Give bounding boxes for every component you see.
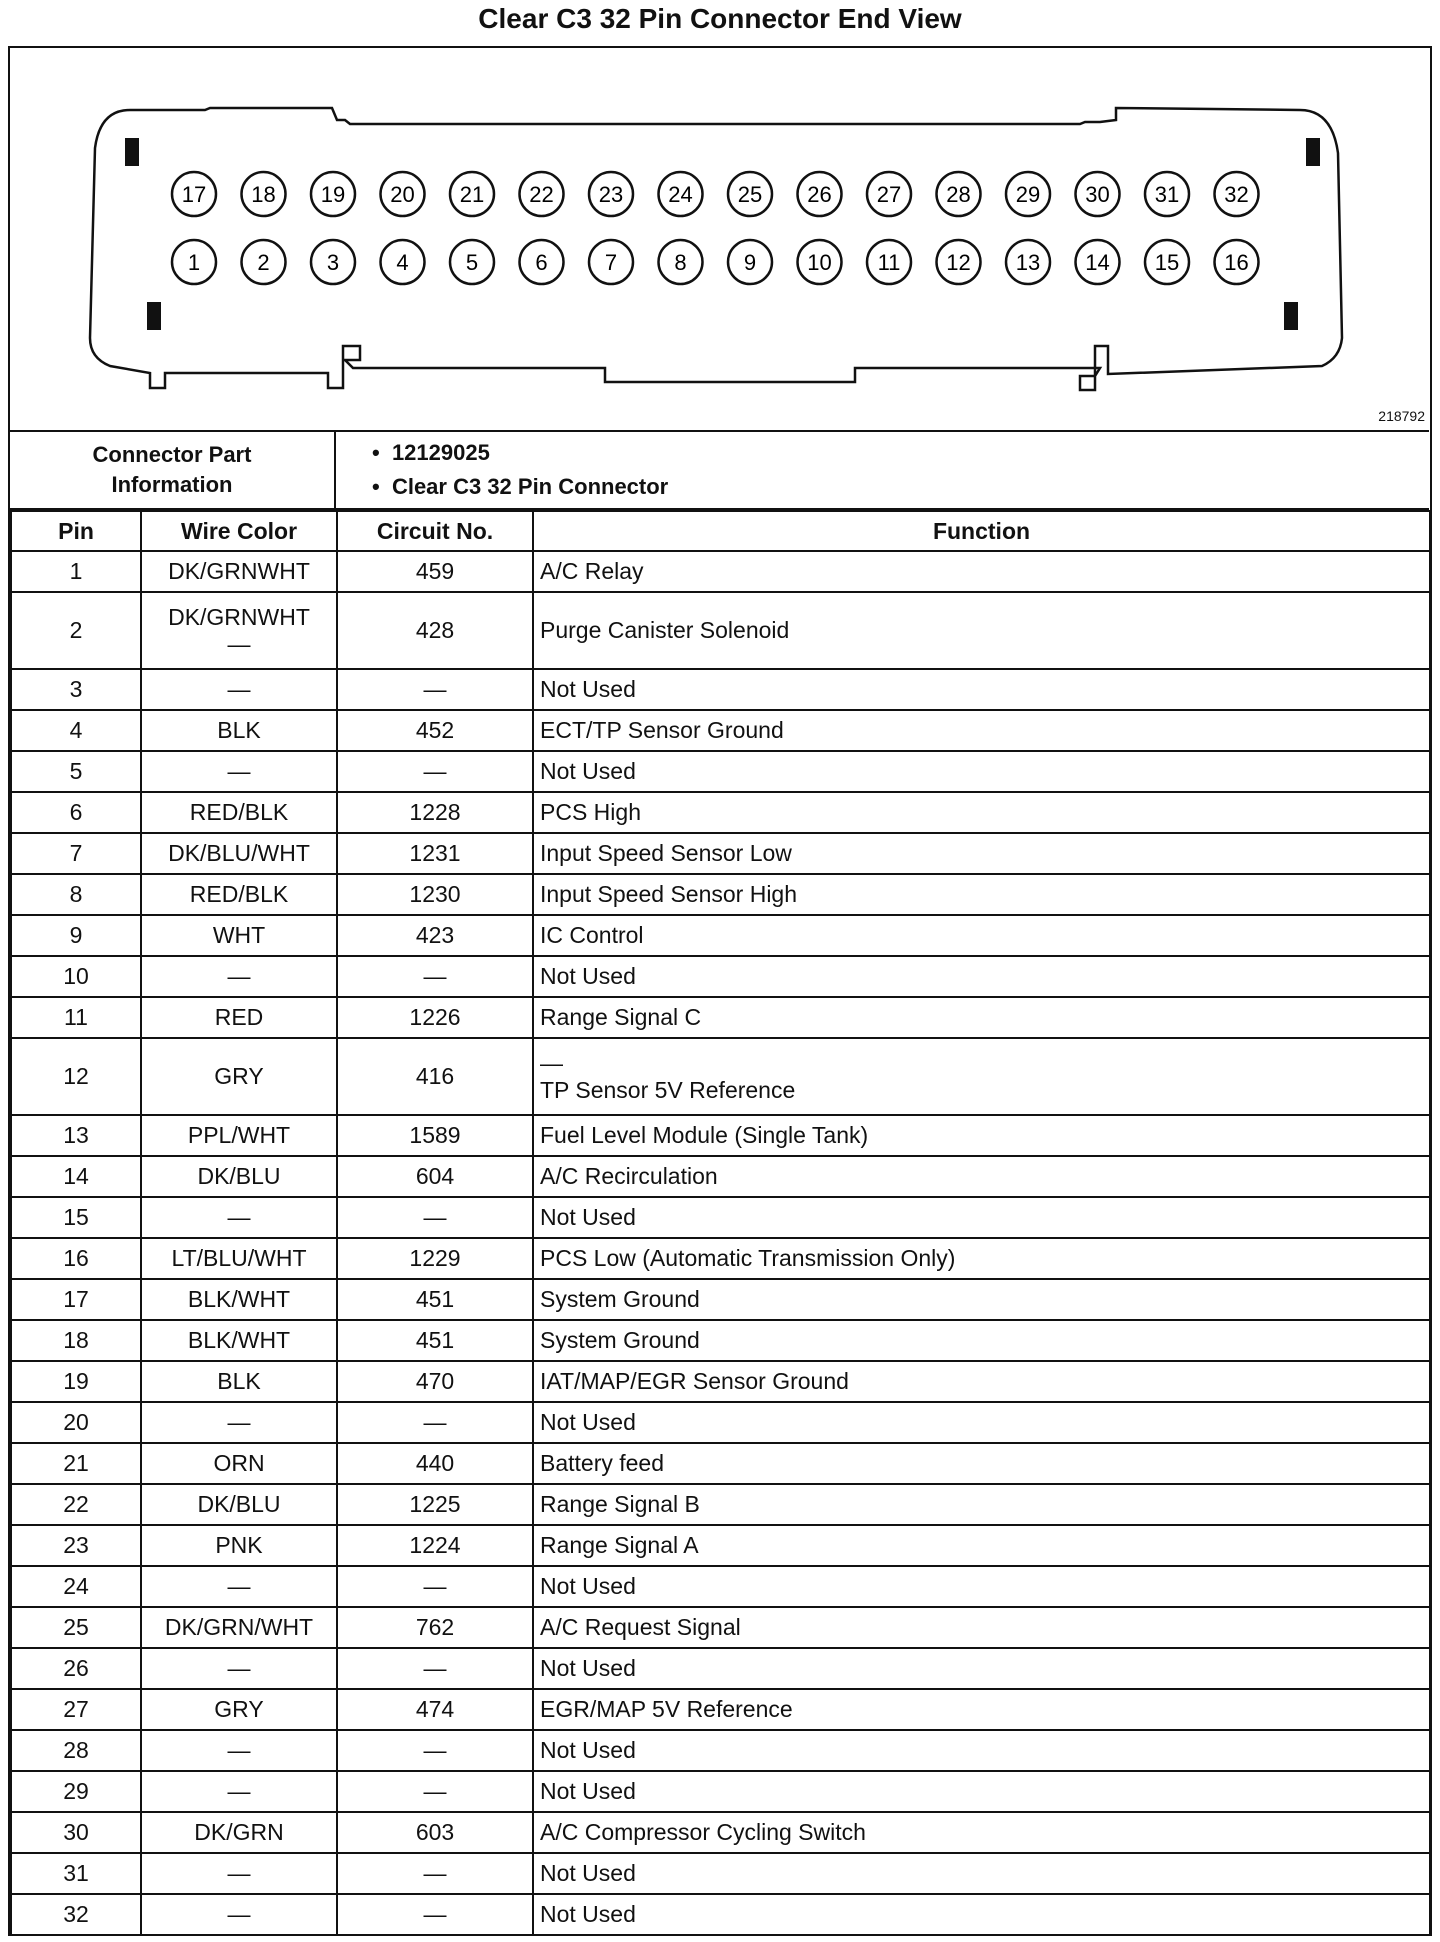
- cell-wire-color: —: [141, 1730, 337, 1771]
- connector-pin: [589, 172, 633, 216]
- cell-circuit-no: —: [337, 669, 533, 710]
- table-row: [11, 1443, 1430, 1484]
- cell-circuit-no: 604: [337, 1156, 533, 1197]
- table-row: [11, 997, 1430, 1038]
- cell-pin: 3: [11, 669, 141, 710]
- pin-number-label: 4: [396, 250, 409, 275]
- cell-wire-color: DK/BLU: [141, 1484, 337, 1525]
- cell-function: Input Speed Sensor Low: [533, 833, 1430, 874]
- pin-number-label: 6: [535, 250, 548, 275]
- cell-pin: 22: [11, 1484, 141, 1525]
- cell-wire-color: PNK: [141, 1525, 337, 1566]
- cell-function: Input Speed Sensor High: [533, 874, 1430, 915]
- cell-function: A/C Relay: [533, 551, 1430, 592]
- connector-pin: [728, 172, 772, 216]
- cell-wire-color: DK/BLU: [141, 1156, 337, 1197]
- connector-part-information: [10, 432, 1429, 510]
- cell-wire-color: WHT: [141, 915, 337, 956]
- cell-function: Not Used: [533, 1566, 1430, 1607]
- pin-number-label: 27: [876, 182, 902, 207]
- cell-pin: 9: [11, 915, 141, 956]
- cell-wire-color: RED/BLK: [141, 874, 337, 915]
- cell-pin: 13: [11, 1115, 141, 1156]
- cell-function: EGR/MAP 5V Reference: [533, 1689, 1430, 1730]
- cell-function: PCS Low (Automatic Transmission Only): [533, 1238, 1430, 1279]
- cell-function: Range Signal C: [533, 997, 1430, 1038]
- connector-pin: [381, 240, 425, 284]
- cell-wire-color: LT/BLU/WHT: [141, 1238, 337, 1279]
- polarization-key-bottom-left: [147, 302, 161, 330]
- connector-outline-svg: [10, 48, 1429, 432]
- table-row: [11, 1402, 1430, 1443]
- table-row: [11, 1197, 1430, 1238]
- cell-function: Not Used: [533, 1730, 1430, 1771]
- connector-pin: [1215, 172, 1259, 216]
- table-row: [11, 874, 1430, 915]
- connector-pin: [1006, 240, 1050, 284]
- cell-pin: 14: [11, 1156, 141, 1197]
- connector-pin: [798, 240, 842, 284]
- diagram-id: 218792: [1378, 408, 1425, 424]
- cell-function: Not Used: [533, 1894, 1430, 1935]
- connector-pin: [520, 172, 564, 216]
- cell-circuit-no: —: [337, 956, 533, 997]
- cell-pin: 29: [11, 1771, 141, 1812]
- connector-pin: [1215, 240, 1259, 284]
- part-info-values: [336, 432, 1429, 508]
- cell-wire-color: —: [141, 1197, 337, 1238]
- cell-wire-color: BLK: [141, 1361, 337, 1402]
- pin-number-label: 16: [1224, 250, 1249, 275]
- cell-pin: 27: [11, 1689, 141, 1730]
- table-row: [11, 1730, 1430, 1771]
- cell-circuit-no: 762: [337, 1607, 533, 1648]
- cell-circuit-no: 440: [337, 1443, 533, 1484]
- connector-pin: [867, 172, 911, 216]
- cell-function: Not Used: [533, 1197, 1430, 1238]
- connector-document-frame: [8, 46, 1432, 1936]
- cell-pin: 10: [11, 956, 141, 997]
- cell-pin: 30: [11, 1812, 141, 1853]
- cell-pin: 25: [11, 1607, 141, 1648]
- connector-pin: [450, 240, 494, 284]
- cell-wire-color: —: [141, 751, 337, 792]
- connector-pin: [1006, 172, 1050, 216]
- table-row: [11, 1238, 1430, 1279]
- connector-pin: [1076, 172, 1120, 216]
- cell-pin: 32: [11, 1894, 141, 1935]
- pin-number-label: 9: [743, 250, 757, 275]
- connector-pin: [172, 172, 216, 216]
- cell-wire-color: —: [141, 1771, 337, 1812]
- cell-wire-color: —: [141, 956, 337, 997]
- cell-function: Not Used: [533, 1771, 1430, 1812]
- cell-pin: 4: [11, 710, 141, 751]
- pin-number-label: 2: [257, 250, 270, 275]
- cell-pin: 17: [11, 1279, 141, 1320]
- cell-pin: 24: [11, 1566, 141, 1607]
- cell-function: Purge Canister Solenoid: [533, 592, 1430, 669]
- cell-circuit-no: —: [337, 1566, 533, 1607]
- table-row: [11, 1320, 1430, 1361]
- header-wire-color: Wire Color: [141, 511, 337, 551]
- part-description: • Clear C3 32 Pin Connector: [372, 470, 1429, 504]
- cell-function: Not Used: [533, 956, 1430, 997]
- connector-pin: [381, 172, 425, 216]
- pin-number-label: 11: [877, 250, 901, 275]
- cell-pin: 16: [11, 1238, 141, 1279]
- pin-number-label: 14: [1085, 250, 1110, 275]
- cell-circuit-no: 1229: [337, 1238, 533, 1279]
- table-row: [11, 1853, 1430, 1894]
- pin-number-label: 12: [946, 250, 971, 275]
- cell-function: Range Signal B: [533, 1484, 1430, 1525]
- table-row: [11, 1648, 1430, 1689]
- cell-function: IC Control: [533, 915, 1430, 956]
- cell-function: System Ground: [533, 1279, 1430, 1320]
- cell-function: Range Signal A: [533, 1525, 1430, 1566]
- table-row: [11, 792, 1430, 833]
- cell-pin: 7: [11, 833, 141, 874]
- cell-function: A/C Compressor Cycling Switch: [533, 1812, 1430, 1853]
- connector-pin: [1145, 172, 1189, 216]
- cell-circuit-no: —: [337, 1771, 533, 1812]
- cell-circuit-no: 452: [337, 710, 533, 751]
- cell-pin: 20: [11, 1402, 141, 1443]
- connector-pin: [867, 240, 911, 284]
- part-number: • 12129025: [372, 436, 1429, 470]
- cell-wire-color: —: [141, 1648, 337, 1689]
- cell-pin: 21: [11, 1443, 141, 1484]
- connector-pin: [937, 240, 981, 284]
- pin-number-label: 15: [1154, 250, 1180, 275]
- cell-function: — TP Sensor 5V Reference: [533, 1038, 1430, 1115]
- cell-wire-color: —: [141, 1566, 337, 1607]
- pin-number-label: 29: [1015, 182, 1041, 207]
- header-function: Function: [533, 511, 1430, 551]
- pin-number-label: 21: [459, 182, 485, 207]
- connector-diagram: [10, 48, 1429, 432]
- pin-table-header-row: [11, 511, 1430, 551]
- connector-pin: [311, 240, 355, 284]
- cell-pin: 18: [11, 1320, 141, 1361]
- cell-pin: 19: [11, 1361, 141, 1402]
- cell-function: ECT/TP Sensor Ground: [533, 710, 1430, 751]
- cell-wire-color: BLK/WHT: [141, 1279, 337, 1320]
- connector-pin: [659, 240, 703, 284]
- cell-pin: 23: [11, 1525, 141, 1566]
- pin-number-label: 25: [737, 182, 763, 207]
- connector-pin: [937, 172, 981, 216]
- connector-pin: [798, 172, 842, 216]
- cell-function: System Ground: [533, 1320, 1430, 1361]
- table-row: [11, 710, 1430, 751]
- table-row: [11, 592, 1430, 669]
- cell-circuit-no: 1224: [337, 1525, 533, 1566]
- table-row: [11, 1156, 1430, 1197]
- table-row: [11, 1607, 1430, 1648]
- cell-wire-color: —: [141, 1402, 337, 1443]
- table-row: [11, 915, 1430, 956]
- polarization-key-bottom-right: [1284, 302, 1298, 330]
- cell-wire-color: —: [141, 1853, 337, 1894]
- table-row: [11, 1361, 1430, 1402]
- connector-pin: [659, 172, 703, 216]
- connector-pin: [1076, 240, 1120, 284]
- pin-number-label: 32: [1224, 182, 1249, 207]
- pin-number-label: 28: [946, 182, 971, 207]
- cell-function: PCS High: [533, 792, 1430, 833]
- header-circuit-no: Circuit No.: [337, 511, 533, 551]
- connector-pin: [728, 240, 772, 284]
- table-row: [11, 1566, 1430, 1607]
- pin-number-label: 24: [668, 182, 693, 207]
- connector-pin: [242, 172, 286, 216]
- table-row: [11, 1771, 1430, 1812]
- cell-pin: 26: [11, 1648, 141, 1689]
- connector-pin: [589, 240, 633, 284]
- cell-pin: 28: [11, 1730, 141, 1771]
- table-row: [11, 551, 1430, 592]
- cell-circuit-no: 474: [337, 1689, 533, 1730]
- cell-function: Battery feed: [533, 1443, 1430, 1484]
- cell-pin: 1: [11, 551, 141, 592]
- page-title: Clear C3 32 Pin Connector End View: [478, 3, 962, 34]
- cell-wire-color: GRY: [141, 1689, 337, 1730]
- connector-pin: [242, 240, 286, 284]
- pin-number-label: 22: [529, 182, 554, 207]
- cell-pin: 6: [11, 792, 141, 833]
- pin-number-label: 13: [1015, 250, 1041, 275]
- cell-wire-color: DK/BLU/WHT: [141, 833, 337, 874]
- pin-number-label: 1: [187, 250, 201, 275]
- cell-circuit-no: 1228: [337, 792, 533, 833]
- cell-circuit-no: 459: [337, 551, 533, 592]
- cell-circuit-no: 451: [337, 1279, 533, 1320]
- part-info-label-line1: Connector Part: [92, 442, 252, 467]
- cell-circuit-no: 451: [337, 1320, 533, 1361]
- pin-table: [10, 510, 1431, 1936]
- cell-wire-color: RED: [141, 997, 337, 1038]
- pin-number-label: 5: [465, 250, 479, 275]
- cell-function: IAT/MAP/EGR Sensor Ground: [533, 1361, 1430, 1402]
- cell-function: Not Used: [533, 1853, 1430, 1894]
- table-row: [11, 751, 1430, 792]
- cell-circuit-no: 1231: [337, 833, 533, 874]
- cell-circuit-no: 603: [337, 1812, 533, 1853]
- connector-pin: [1145, 240, 1189, 284]
- cell-circuit-no: —: [337, 1894, 533, 1935]
- cell-pin: 12: [11, 1038, 141, 1115]
- cell-function: Not Used: [533, 669, 1430, 710]
- cell-function: Not Used: [533, 1402, 1430, 1443]
- cell-circuit-no: 428: [337, 592, 533, 669]
- cell-wire-color: —: [141, 669, 337, 710]
- part-info-label: [10, 432, 336, 508]
- table-row: [11, 1484, 1430, 1525]
- table-row: [11, 1038, 1430, 1115]
- cell-circuit-no: —: [337, 1730, 533, 1771]
- pin-number-label: 31: [1154, 182, 1180, 207]
- connector-pin: [520, 240, 564, 284]
- cell-function: Not Used: [533, 1648, 1430, 1689]
- cell-pin: 11: [11, 997, 141, 1038]
- pin-number-label: 7: [604, 250, 618, 275]
- table-row: [11, 669, 1430, 710]
- cell-wire-color: RED/BLK: [141, 792, 337, 833]
- cell-wire-color: DK/GRN: [141, 1812, 337, 1853]
- table-row: [11, 956, 1430, 997]
- pin-number-label: 18: [251, 182, 276, 207]
- pin-table-body: [11, 551, 1430, 1935]
- pin-number-label: 8: [674, 250, 687, 275]
- pin-number-label: 3: [326, 250, 340, 275]
- polarization-key-top-right: [1306, 138, 1320, 166]
- pin-number-label: 30: [1085, 182, 1110, 207]
- cell-function: Fuel Level Module (Single Tank): [533, 1115, 1430, 1156]
- pin-number-label: 23: [598, 182, 624, 207]
- cell-pin: 5: [11, 751, 141, 792]
- pin-number-label: 17: [181, 182, 207, 207]
- polarization-key-top-left: [125, 138, 139, 166]
- connector-pin: [172, 240, 216, 284]
- cell-circuit-no: 470: [337, 1361, 533, 1402]
- connector-pin-grid: [172, 172, 1259, 284]
- table-row: [11, 1894, 1430, 1935]
- connector-housing-outline: [90, 108, 1342, 390]
- cell-wire-color: BLK: [141, 710, 337, 751]
- part-info-label-line2: Information: [111, 472, 233, 497]
- cell-circuit-no: 1589: [337, 1115, 533, 1156]
- cell-circuit-no: —: [337, 1853, 533, 1894]
- cell-wire-color: PPL/WHT: [141, 1115, 337, 1156]
- cell-wire-color: DK/GRNWHT —: [141, 592, 337, 669]
- cell-wire-color: GRY: [141, 1038, 337, 1115]
- table-row: [11, 833, 1430, 874]
- pin-number-label: 26: [807, 182, 832, 207]
- cell-pin: 15: [11, 1197, 141, 1238]
- cell-circuit-no: 1230: [337, 874, 533, 915]
- cell-pin: 8: [11, 874, 141, 915]
- table-row: [11, 1812, 1430, 1853]
- pin-number-label: 20: [390, 182, 415, 207]
- cell-function: Not Used: [533, 751, 1430, 792]
- cell-circuit-no: 1226: [337, 997, 533, 1038]
- cell-wire-color: ORN: [141, 1443, 337, 1484]
- table-row: [11, 1115, 1430, 1156]
- cell-function: A/C Recirculation: [533, 1156, 1430, 1197]
- cell-wire-color: BLK/WHT: [141, 1320, 337, 1361]
- cell-pin: 31: [11, 1853, 141, 1894]
- pin-number-label: 19: [320, 182, 346, 207]
- pin-number-label: 10: [807, 250, 832, 275]
- connector-pin: [311, 172, 355, 216]
- connector-pin: [450, 172, 494, 216]
- cell-circuit-no: 423: [337, 915, 533, 956]
- table-row: [11, 1689, 1430, 1730]
- table-row: [11, 1279, 1430, 1320]
- cell-wire-color: DK/GRNWHT: [141, 551, 337, 592]
- table-row: [11, 1525, 1430, 1566]
- cell-wire-color: DK/GRN/WHT: [141, 1607, 337, 1648]
- cell-function: A/C Request Signal: [533, 1607, 1430, 1648]
- header-pin: Pin: [11, 511, 141, 551]
- cell-circuit-no: 416: [337, 1038, 533, 1115]
- cell-pin: 2: [11, 592, 141, 669]
- cell-circuit-no: —: [337, 1197, 533, 1238]
- cell-circuit-no: —: [337, 1648, 533, 1689]
- cell-wire-color: —: [141, 1894, 337, 1935]
- cell-circuit-no: 1225: [337, 1484, 533, 1525]
- cell-circuit-no: —: [337, 1402, 533, 1443]
- cell-circuit-no: —: [337, 751, 533, 792]
